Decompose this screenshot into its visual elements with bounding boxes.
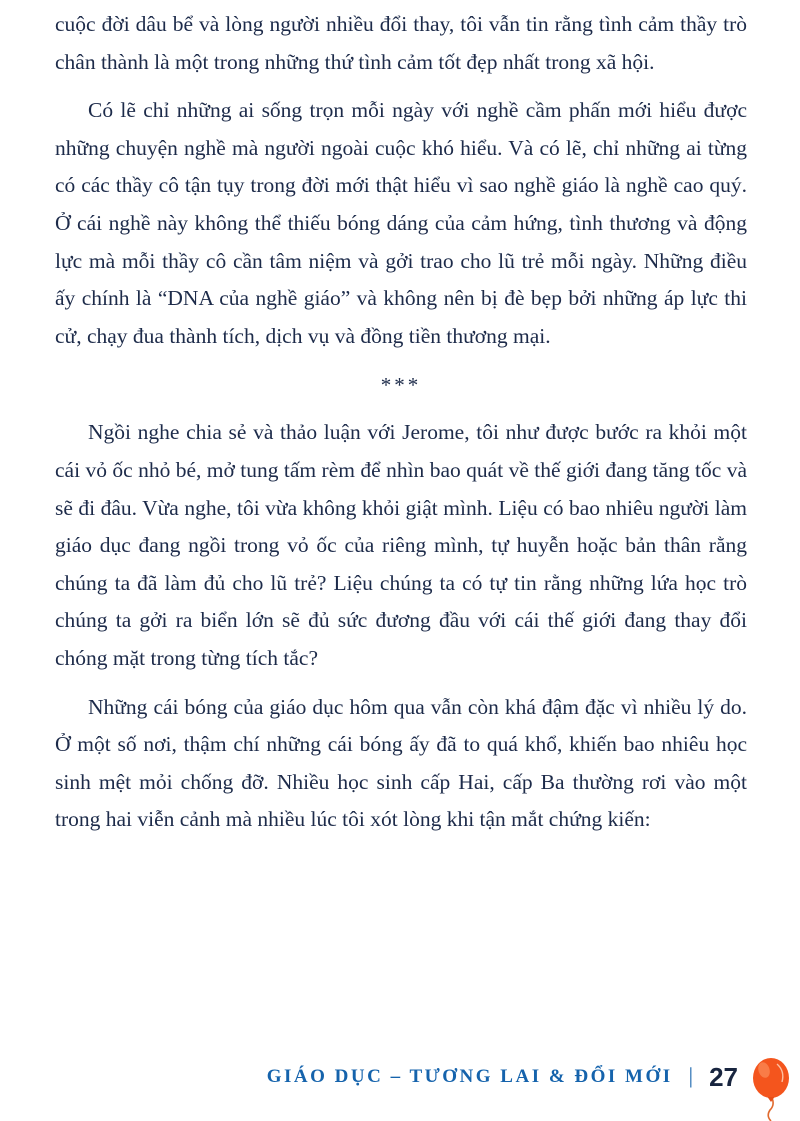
- paragraph: Những cái bóng của giáo dục hôm qua vẫn còn khá đậm đặc vì nhiều lý do. Ở một số nơi, thậm chí những cái bóng ấy đã to quá khổ, khiến bao nhiêu học sinh mệt mỏi chống đỡ. Nhiều học sinh cấp Hai, cấp Ba thường rơi vào một trong hai viễn cảnh mà nhiều lúc tôi xót lòng khi tận mắt chứng kiến:: [55, 694, 747, 832]
- balloon-icon: [746, 1055, 796, 1121]
- page-number: 27: [709, 1061, 738, 1092]
- page-footer: [0, 1055, 738, 1099]
- footer-book-title: GIÁO DỤC – TƯƠNG LAI & ĐỔI MỚI: [266, 1066, 673, 1087]
- footer-divider: |: [688, 1063, 694, 1088]
- section-separator: ***: [380, 373, 422, 398]
- paragraph: Ngồi nghe chia sẻ và thảo luận với Jerome, tôi như được bước ra khỏi một cái vỏ ốc nhỏ bé, mở tung tấm rèm để nhìn bao quát về thế giới đang tăng tốc và sẽ đi đâu. Vừa nghe, tôi vừa không khỏi giật mình. Liệu có bao nhiêu người làm giáo dục đang ngồi trong vỏ ốc của riêng mình, tự huyễn hoặc bản thân rằng chúng ta đã làm đủ cho lũ trẻ? Liệu chúng ta có tự tin rằng những lứa học trò chúng ta gởi ra biển lớn sẽ đủ sức đương đầu với cái thế giới đang thay đổi chóng mặt trong từng tích tắc?: [55, 420, 747, 670]
- paragraph-continuation: cuộc đời dâu bể và lòng người nhiều đổi thay, tôi vẫn tin rằng tình cảm thầy trò chân thành là một trong những thứ tình cảm tốt đẹp nhất trong xã hội.: [55, 12, 747, 74]
- page-text-block: [55, 6, 747, 850]
- paragraph: Có lẽ chỉ những ai sống trọn mỗi ngày với nghề cầm phấn mới hiểu được những chuyện nghề mà người ngoài cuộc khó hiểu. Và có lẽ, chỉ những ai từng có các thầy cô tận tụy trong đời mới thật hiểu vì sao nghề giáo là nghề cao quý. Ở cái nghề này không thể thiếu bóng dáng của cảm hứng, tình thương và động lực mà mỗi thầy cô cần tâm niệm và gởi trao cho lũ trẻ mỗi ngày. Những điều ấy chính là “DNA của nghề giáo” và không nên bị đè bẹp bởi những áp lực thi cử, chạy đua thành tích, dịch vụ và đồng tiền thương mại.: [55, 98, 747, 348]
